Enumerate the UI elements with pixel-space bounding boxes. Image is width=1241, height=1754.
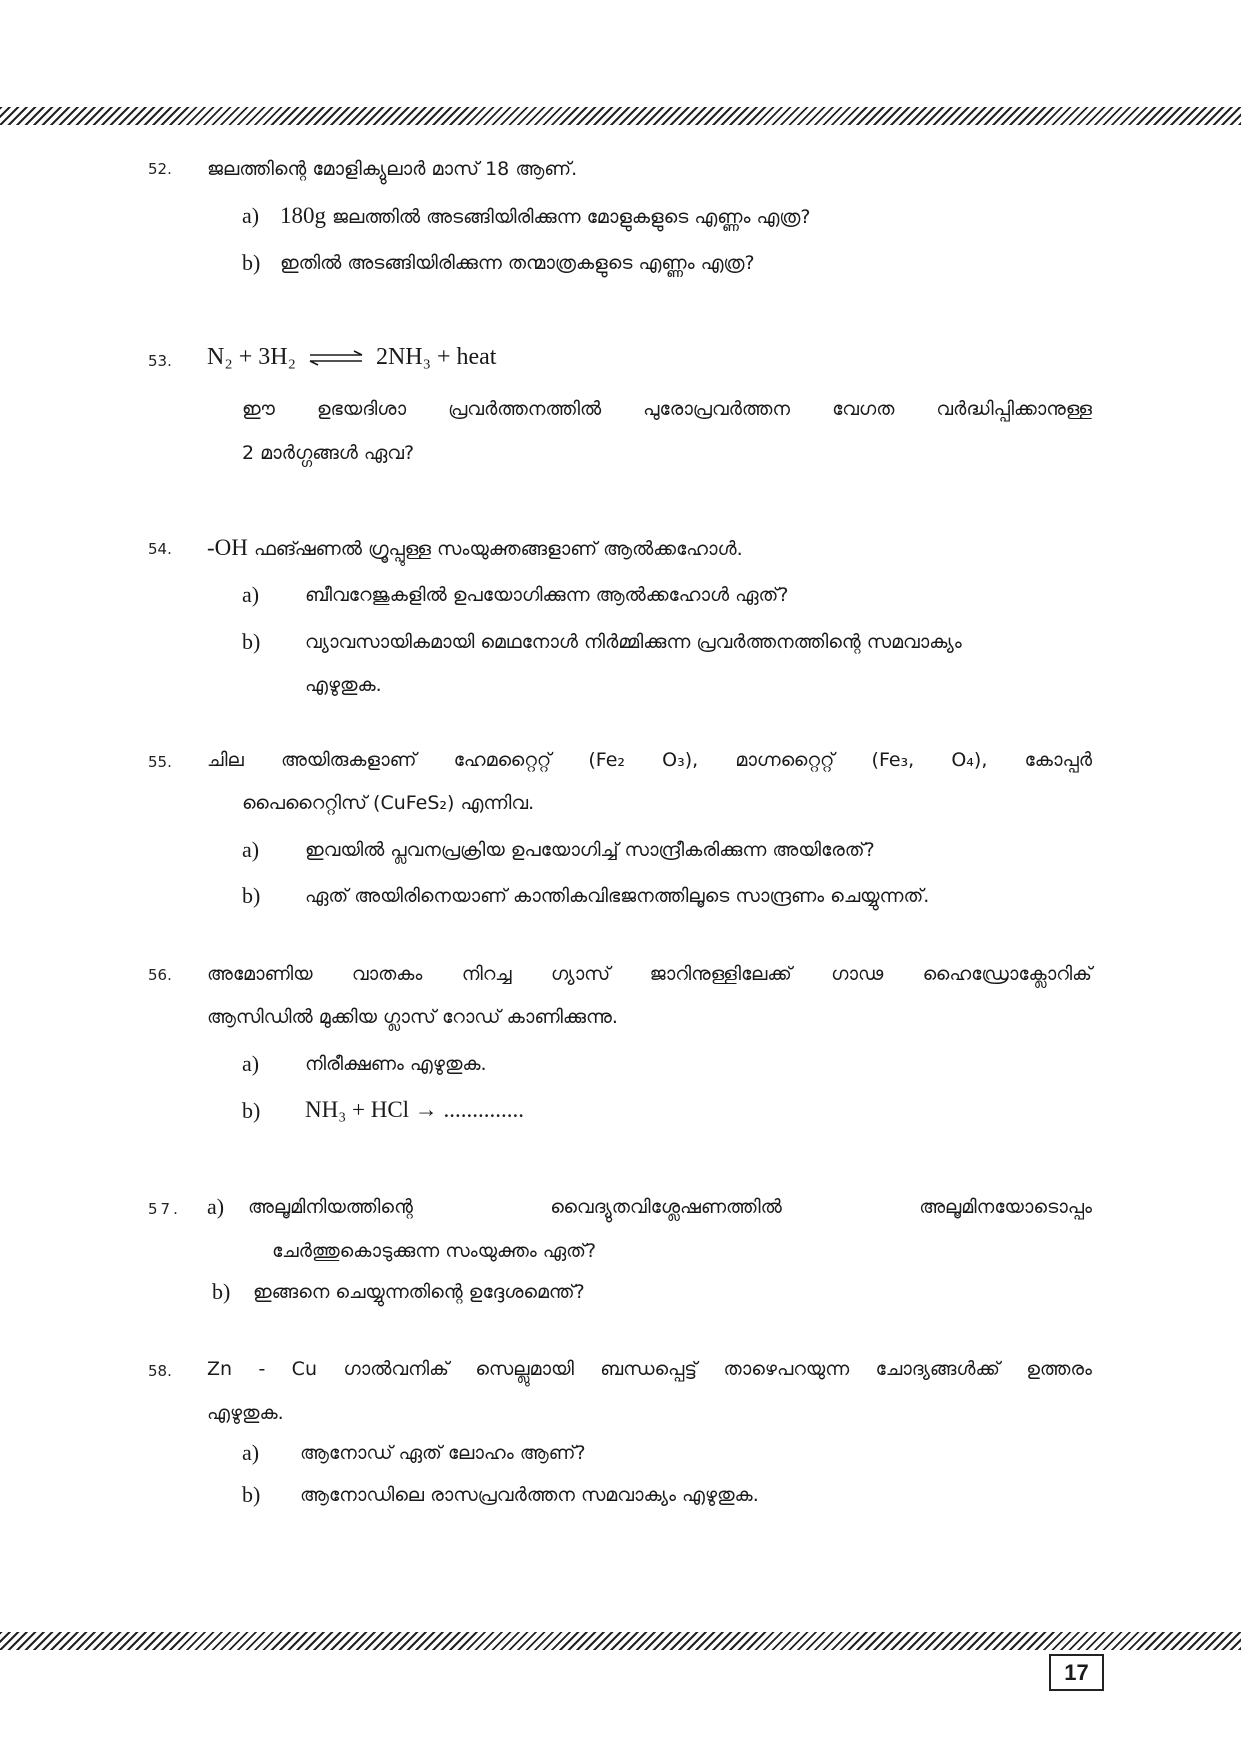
part-text-cont: എഴുതുക. [305, 674, 382, 696]
question-stem: ഈ ഉഭയദിശാ പ്രവർത്തനത്തിൽ പുരോപ്രവർത്തന വേഗത വർദ്ധിപ്പിക്കാനുള്ള [242, 398, 1092, 420]
part-text: 180g ജലത്തിൽ അടങ്ങിയിരിക്കുന്ന മോളുകളുടെ എണ്ണം എത്ര? [280, 203, 811, 228]
question-number: 53. [148, 352, 172, 370]
part-label: a) [242, 203, 260, 228]
question-number: 56. [148, 966, 172, 984]
part-text: അലൂമിനിയത്തിന്റെ വൈദ്യുതവിശ്ലേഷണത്തിൽ അലൂമിനയോടൊപ്പം [248, 1196, 1092, 1218]
question-stem: -OH ഫങ്ഷണൽ ഗ്രൂപ്പുള്ള സംയുക്തങ്ങളാണ് ആൽക്കഹോൾ. [207, 535, 743, 560]
question-stem: ജലത്തിന്റെ മോളിക്യുലാർ മാസ് 18 ആണ്. [207, 158, 578, 180]
part-text: ബീവറേജുകളിൽ ഉപയോഗിക്കുന്ന ആൽക്കഹോൾ ഏത്? [305, 584, 789, 606]
question-number: 57. [148, 1200, 181, 1218]
top-decorative-stripe [0, 107, 1241, 125]
part-label: a) [242, 1051, 260, 1076]
part-text: ഏത് അയിരിനെയാണ് കാന്തികവിഭജനത്തിലൂടെ സാന്ദ്രണം ചെയ്യുന്നത്. [305, 885, 930, 907]
question-stem-cont: പൈറൈറ്റിസ് (CuFeS₂) എന്നിവ. [242, 792, 535, 814]
question-number: 55. [148, 753, 172, 771]
part-text: ആനോഡിലെ രാസപ്രവർത്തന സമവാക്യം എഴുതുക. [300, 1484, 759, 1506]
part-label: a) [242, 1440, 260, 1465]
question-stem: അമോണിയ വാതകം നിറച്ച ഗ്യാസ് ജാറിനുള്ളിലേക്ക് ഗാഢ ഹൈഡ്രോക്ലോറിക് [207, 963, 1092, 985]
part-text-cont: ചേർത്തുകൊടുക്കുന്ന സംയുക്തം ഏത്? [272, 1240, 597, 1262]
part-label: b) [242, 883, 261, 908]
reversible-equation: N₂ + 3H₂ 2NH₃ + heat [207, 344, 497, 370]
part-label: b) [212, 1279, 231, 1304]
question-number: 52. [148, 160, 172, 178]
part-text: ആനോഡ് ഏത് ലോഹം ആണ്? [300, 1442, 586, 1464]
question-number: 54. [148, 540, 172, 558]
part-label: a) [242, 582, 260, 607]
question-number: 58. [148, 1362, 172, 1380]
part-label: b) [242, 1098, 261, 1123]
question-stem-cont: ആസിഡിൽ മുക്കിയ ഗ്ലാസ് റോഡ് കാണിക്കുന്നു. [207, 1006, 618, 1028]
part-label: a) [207, 1194, 225, 1219]
question-stem: Zn - Cu ഗാൽവനിക് സെല്ലുമായി ബന്ധപ്പെട്ട് താഴെപറയുന്ന ചോദ്യങ്ങൾക്ക് ഉത്തരം [207, 1358, 1092, 1380]
part-text: നിരീക്ഷണം എഴുതുക. [305, 1053, 487, 1075]
part-label: b) [242, 250, 261, 275]
part-label: b) [242, 629, 261, 654]
question-stem-cont: എഴുതുക. [207, 1402, 284, 1424]
page-number: 17 [1049, 1654, 1104, 1691]
bottom-decorative-stripe [0, 1632, 1241, 1650]
part-label: b) [242, 1482, 261, 1507]
question-stem-cont: 2 മാർഗ്ഗങ്ങൾ ഏവ? [242, 442, 415, 464]
part-text: വ്യാവസായികമായി മെഥനോൾ നിർമ്മിക്കുന്ന പ്രവർത്തനത്തിന്റെ സമവാക്യം [305, 631, 962, 653]
part-label: a) [242, 837, 260, 862]
reversible-arrow-icon [308, 350, 364, 366]
question-stem: ചില അയിരുകളാണ് ഹേമറ്റൈറ്റ് (Fe₂ O₃), മാഗ്നറ്റൈറ്റ് (Fe₃, O₄), കോപ്പർ [207, 749, 1092, 771]
part-text: ഇതിൽ അടങ്ങിയിരിക്കുന്ന തന്മാത്രകളുടെ എണ്ണം എത്ര? [280, 252, 755, 274]
part-text: NH₃ + HCl → .............. [305, 1097, 525, 1122]
part-text: ഇങ്ങനെ ചെയ്യുന്നതിന്റെ ഉദ്ദേശമെന്ത്? [253, 1281, 585, 1303]
part-text: ഇവയിൽ പ്ലവനപ്രക്രിയ ഉപയോഗിച്ച് സാന്ദ്രീകരിക്കുന്ന അയിരേത്? [305, 839, 875, 861]
